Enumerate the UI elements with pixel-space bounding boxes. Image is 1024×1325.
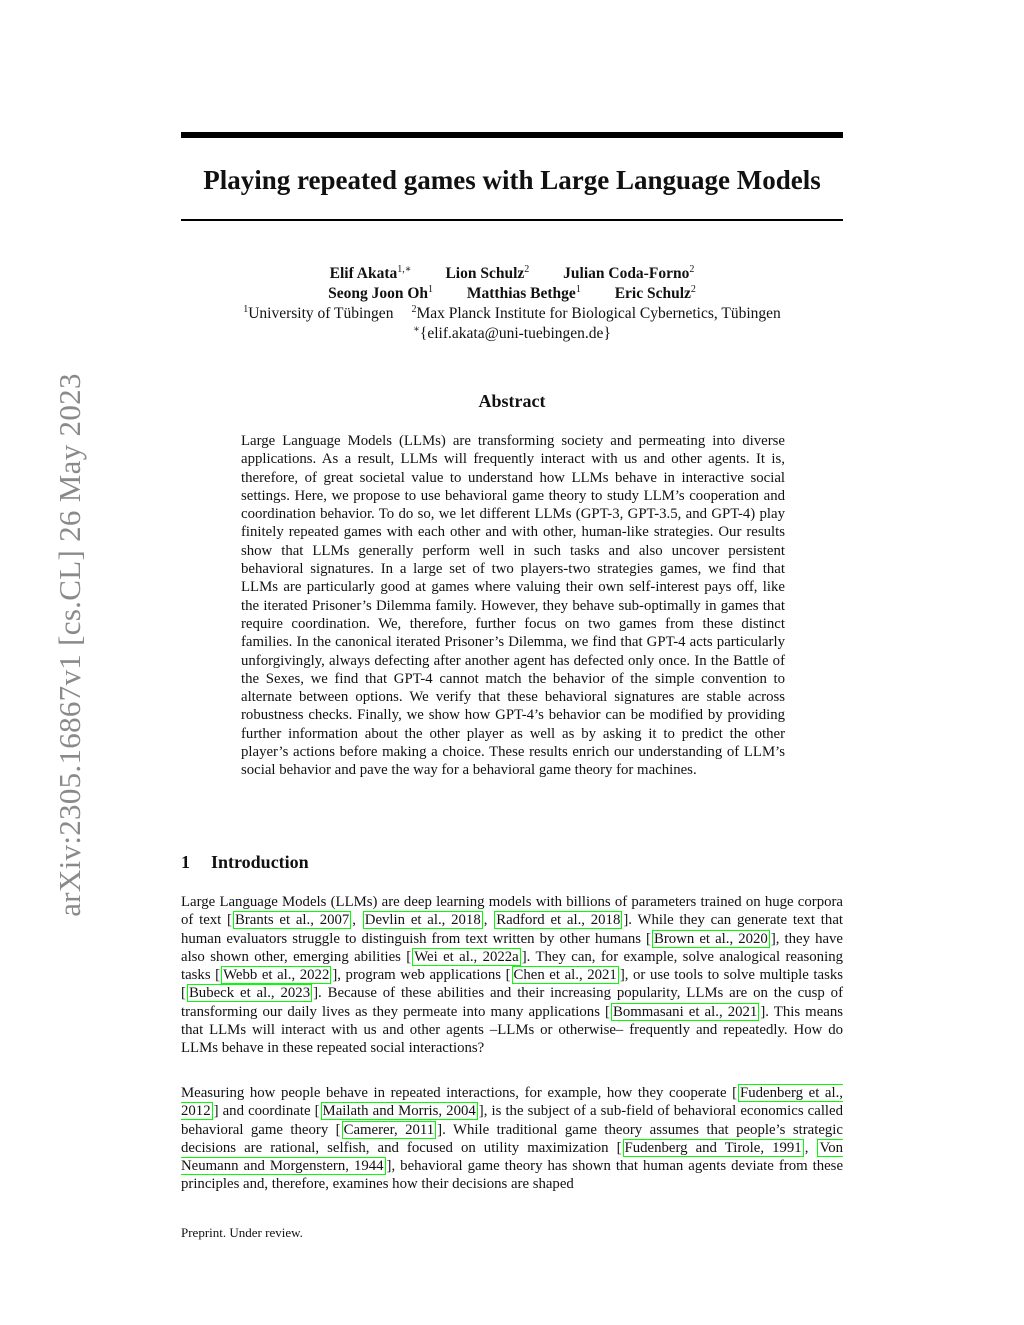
- arxiv-identifier: arXiv:2305.16867v1 [cs.CL] 26 May 2023: [52, 373, 87, 917]
- section-title: Introduction: [211, 852, 309, 872]
- body-text: ], or use tools to solve multiple tasks [: [181, 967, 843, 1002]
- citation-link[interactable]: Chen et al., 2021: [513, 967, 617, 984]
- author-email: {elif.akata@uni-tuebingen.de}: [419, 325, 611, 342]
- citation-link[interactable]: Brown et al., 2020: [653, 930, 768, 947]
- body-text: ], program web applications [: [332, 967, 511, 984]
- affiliations: [181, 304, 843, 324]
- author-affil-mark: 1: [428, 284, 434, 295]
- body-text: ]. They can, for example, solve analogical reasoning tasks [: [181, 948, 843, 984]
- author-name: Seong Joon Oh: [328, 285, 429, 302]
- author-affil-mark: 1: [575, 284, 581, 295]
- body-text: ,: [352, 912, 362, 929]
- affiliation-mark: 1: [243, 304, 249, 315]
- citation-link[interactable]: Devlin et al., 2018: [364, 912, 481, 929]
- body-text: ]. While they can generate text that human evaluators struggle to distinguish from text written by other humans [: [181, 912, 843, 947]
- author-affil-mark: 2: [689, 264, 695, 275]
- citation-link[interactable]: Bommasani et al., 2021: [613, 1003, 758, 1020]
- title-top-rule: [181, 132, 843, 138]
- body-text: ], is the subject of a sub-field of behavioral economics called behavioral game theory [: [181, 1103, 844, 1138]
- citation-link[interactable]: Mailath and Morris, 2004: [322, 1103, 476, 1120]
- citation-link[interactable]: Camerer, 2011: [343, 1121, 435, 1138]
- citation-link[interactable]: Wei et al., 2022a: [414, 948, 519, 965]
- affiliation-text: Max Planck Institute for Biological Cybernetics, Tübingen: [416, 305, 781, 322]
- paper-title: Playing repeated games with Large Language Models: [203, 165, 821, 195]
- author-line-2: [181, 284, 843, 304]
- author-name: Elif Akata: [329, 265, 398, 282]
- affiliation-mark: 2: [411, 304, 417, 315]
- citation-link[interactable]: Webb et al., 2022: [223, 967, 330, 984]
- author-name: Julian Coda-Forno: [563, 265, 690, 282]
- body-text: ]. While traditional game theory assumes that people’s strategic decisions are rational, selfish, and focused on utility maximization [: [181, 1121, 843, 1156]
- author-block: [181, 264, 843, 344]
- abstract-text: Large Language Models (LLMs) are transforming society and permeating into diverse applications. As a result, LLMs will frequently interact with us and other agents. It is, therefore, of great societal value to understand how LLMs behave in interactive social settings. Here, we propose to use behavioral game theory to study LLM’s cooperation and coordination behavior. To do so, we let different LLMs (GPT-3, GPT-3.5, and GPT-4) play finitely repeated games with each other and with other, human-like strategies. Our results show that LLMs generally perform well in such tasks and also uncover persistent behavioral signatures. In a large set of two players-two strategies games, we find that LLMs are particularly good at games where valuing their own self-interest pays off, like the iterated Prisoner’s Dilemma family. However, they behave sub-optimally in games that require coordination. We, therefore, further focus on two games from these distinct families. In the canonical iterated Prisoner’s Dilemma, we find that GPT-4 acts particularly unforgivingly, always defecting after another agent has defected only once. In the Battle of the Sexes, we find that GPT-4 cannot match the behavior of the simple convention to alternate between options. We verify that these behavioral signatures are stable across robustness checks. Finally, we show how GPT-4’s behavior can be modified by providing further information about the other player as well as by asking it to predict the other player’s actions before making a choice. These results enrich our understanding of LLM’s social behavior and pave the way for a behavioral game theory for machines.: [241, 433, 785, 779]
- body-text: ]. This means that LLMs will interact with us and other agents –LLMs or otherwise– frequently and repeatedly. How do LLMs behave in these repeated social interactions?: [181, 1003, 843, 1057]
- author-affil-mark: 1,∗: [397, 264, 412, 275]
- citation-link[interactable]: Brants et al., 2007: [235, 912, 350, 929]
- body-text: ]. Because of these abilities and their increasing popularity, LLMs are on the cusp of transforming our daily lives as they permeate into many applications [: [181, 985, 844, 1020]
- section-heading: [181, 851, 309, 873]
- citation-link[interactable]: Von Neumann and Morgenstern, 1944: [181, 1139, 844, 1175]
- affiliation-text: University of Tübingen: [248, 305, 394, 322]
- author-line-1: [181, 264, 843, 284]
- body-text: Measuring how people behave in repeated interactions, for example, how they cooperate [: [181, 1085, 738, 1101]
- body-text: Large Language Models (LLMs) are deep learning models with billions of parameters trained on huge corpora of text [: [181, 894, 843, 929]
- body-text: ,: [483, 912, 494, 929]
- author-name: Matthias Bethge: [466, 285, 576, 302]
- author-affil-mark: 2: [690, 284, 696, 295]
- body-text: ], behavioral game theory has shown that human agents deviate from these principles and, therefore, examines how their decisions are shaped: [181, 1158, 844, 1193]
- body-text: ], they have also shown other, emerging abilities [: [181, 930, 843, 965]
- body-text: ,: [804, 1139, 817, 1156]
- author-affil-mark: 2: [524, 264, 530, 275]
- email-line: [181, 324, 843, 344]
- section-number: 1: [181, 852, 190, 872]
- intro-paragraph-2: [181, 1084, 843, 1194]
- author-name: Eric Schulz: [614, 285, 691, 302]
- intro-paragraph-1: [181, 893, 843, 1058]
- abstract-heading: Abstract: [478, 391, 546, 411]
- citation-link[interactable]: Fudenberg and Tirole, 1991: [624, 1139, 802, 1156]
- author-name: Lion Schulz: [445, 265, 525, 282]
- citation-link[interactable]: Bubeck et al., 2023: [188, 985, 311, 1002]
- body-text: ] and coordinate [: [213, 1103, 320, 1120]
- footer-note: Preprint. Under review.: [181, 1225, 303, 1240]
- citation-link[interactable]: Radford et al., 2018: [496, 912, 621, 929]
- title-bottom-rule: [181, 219, 843, 221]
- email-mark: ∗: [413, 324, 420, 335]
- citation-link[interactable]: Fudenberg et al., 2012: [181, 1085, 843, 1120]
